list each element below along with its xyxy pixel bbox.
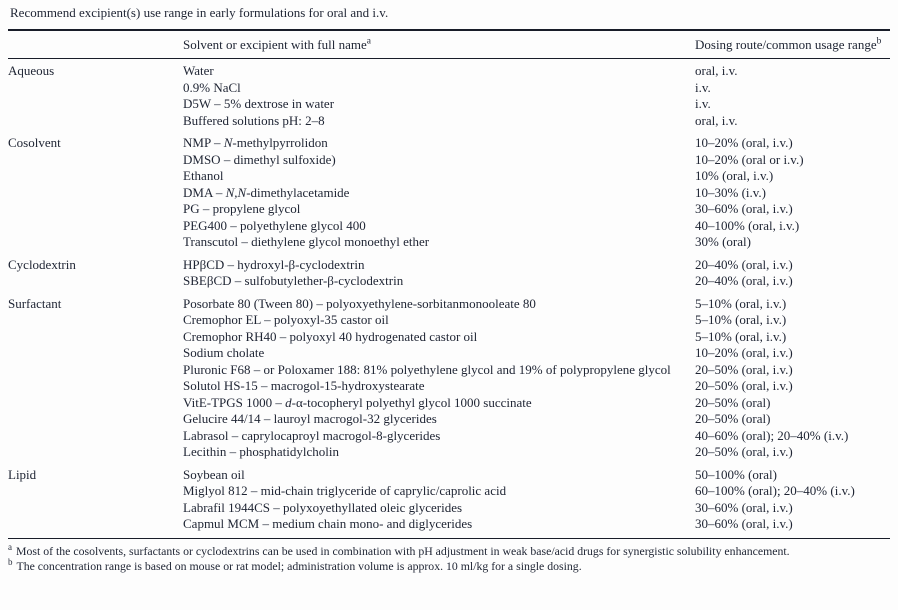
footnote-marker-b: b [8, 557, 13, 568]
excipient-name: NMP – N-methylpyrrolidon [183, 135, 328, 150]
dosing-range: 50–100% (oral) [695, 466, 777, 482]
table-row [183, 152, 890, 169]
dosing-range: 10–20% (oral, i.v.) [695, 135, 793, 150]
excipient-name: Water [183, 63, 214, 78]
excipient-name: Sodium cholate [183, 345, 265, 360]
dosing-range: 60–100% (oral); 20–40% (i.v.) [695, 483, 855, 498]
table-row [183, 516, 890, 533]
table-body [8, 59, 890, 539]
excipient-name: Soybean oil [183, 466, 245, 482]
excipient-name: Gelucire 44/14 – lauroyl macrogol-32 glycerides [183, 411, 437, 426]
table-row [183, 185, 890, 202]
dosing-range: 5–10% (oral, i.v.) [695, 328, 787, 344]
excipient-name: Solutol HS-15 – macrogol-15-hydroxystearate [183, 378, 425, 393]
dosing-range: 5–10% (oral, i.v.) [695, 295, 787, 311]
table-row [183, 411, 890, 428]
dosing-range: 20–50% (oral) [695, 411, 771, 426]
excipient-name: Labrasol – caprylocaproyl macrogol-8-glycerides [183, 427, 441, 443]
excipient-name: PEG400 – polyethylene glycol 400 [183, 217, 366, 233]
footnote-marker-b-ref: b [876, 36, 882, 47]
excipient-name: Capmul MCM – medium chain mono- and diglycerides [183, 516, 473, 531]
dosing-range: 30–60% (oral, i.v.) [695, 516, 793, 531]
footnote-a [8, 541, 890, 560]
dosing-range: oral, i.v. [695, 63, 738, 78]
dosing-range: oral, i.v. [695, 112, 738, 128]
excipient-name: Miglyol 812 – mid-chain triglyceride of caprylic/caprolic acid [183, 483, 507, 498]
dosing-range: 40–60% (oral); 20–40% (i.v.) [695, 427, 849, 443]
table-row [183, 273, 890, 290]
table-row [183, 63, 890, 80]
table-row [183, 257, 890, 274]
table-row [183, 345, 890, 362]
category-label: Cyclodextrin [8, 256, 76, 272]
table-row [183, 168, 890, 185]
section-cyclodextrin [8, 257, 890, 290]
table-row [183, 312, 890, 329]
dosing-range: 30% (oral) [695, 234, 751, 249]
table-caption: Recommend excipient(s) use range in early formulations for oral and i.v. [10, 5, 389, 20]
excipient-name: 0.9% NaCl [183, 79, 241, 95]
column-header-solvent [183, 37, 695, 52]
dosing-range: 10–30% (i.v.) [695, 184, 767, 200]
table-row [183, 201, 890, 218]
section-surfactant [8, 296, 890, 461]
table-row [183, 135, 890, 152]
excipient-name: PG – propylene glycol [183, 201, 301, 216]
excipient-name: DMA – N,N-dimethylacetamide [183, 184, 350, 200]
footnote-b [8, 559, 890, 575]
dosing-range: 20–50% (oral) [695, 394, 771, 410]
table-row [183, 80, 890, 97]
table-row [183, 467, 890, 484]
dosing-range: 10–20% (oral, i.v.) [695, 345, 793, 360]
table-row [183, 218, 890, 235]
excipient-name: Lecithin – phosphatidylcholin [183, 444, 339, 459]
section-aqueous [8, 63, 890, 129]
footnote-marker-a: a [8, 541, 12, 552]
dosing-range: 20–50% (oral, i.v.) [695, 361, 793, 377]
dosing-range: 30–60% (oral, i.v.) [695, 499, 793, 515]
excipient-name: Buffered solutions pH: 2–8 [183, 112, 325, 128]
table-row [183, 428, 890, 445]
excipient-name: Pluronic F68 – or Poloxamer 188: 81% polyethylene glycol and 19% of polypropylene glycol [183, 361, 671, 377]
category-label: Cosolvent [8, 135, 61, 150]
footnote-a-text: Most of the cosolvents, surfactants or cyclodextrins can be used in combination with pH adjustment in weak base/acid drugs for synergistic solubility enhancement. [16, 543, 790, 558]
dosing-range: i.v. [695, 79, 711, 95]
section-cosolvent [8, 135, 890, 251]
category-label: Aqueous [8, 63, 55, 78]
excipient-name: Labrafil 1944CS – polyxoyethyllated oleic glycerides [183, 499, 463, 515]
column-header-dosing-label: Dosing route/common usage range [695, 37, 877, 52]
excipient-name: SBEβCD – sulfobutylether-β-cyclodextrin [183, 273, 404, 288]
column-header-solvent-label: Solvent or excipient with full name [183, 37, 367, 52]
excipient-name: Transcutol – diethylene glycol monoethyl ether [183, 234, 430, 249]
dosing-range: 20–40% (oral, i.v.) [695, 273, 793, 288]
column-header-dosing [695, 37, 890, 52]
excipient-name: VitE-TPGS 1000 – d-α-tocopheryl polyethyl glycol 1000 succinate [183, 394, 532, 410]
dosing-range: 30–60% (oral, i.v.) [695, 201, 793, 216]
table-row [183, 362, 890, 379]
excipient-name: Ethanol [183, 168, 224, 183]
footnote-marker-a-ref: a [366, 36, 371, 47]
footnotes-block [8, 539, 890, 575]
table-row [183, 113, 890, 130]
excipient-name: HPβCD – hydroxyl-β-cyclodextrin [183, 256, 365, 272]
dosing-range: 5–10% (oral, i.v.) [695, 312, 787, 327]
table-header-row [8, 29, 890, 59]
dosing-range: 20–50% (oral, i.v.) [695, 378, 793, 393]
excipient-name: DMSO – dimethyl sulfoxide) [183, 151, 336, 167]
table-row [183, 500, 890, 517]
excipient-name: Posorbate 80 (Tween 80) – polyoxyethylene-sorbitanmonooleate 80 [183, 295, 536, 311]
table-row [183, 444, 890, 461]
excipient-name: Cremophor EL – polyoxyl-35 castor oil [183, 312, 389, 327]
category-label: Surfactant [8, 295, 62, 311]
dosing-range: 40–100% (oral, i.v.) [695, 217, 800, 233]
table-row [183, 234, 890, 251]
excipient-name: D5W – 5% dextrose in water [183, 96, 335, 111]
dosing-range: 10% (oral, i.v.) [695, 168, 774, 183]
excipient-name: Cremophor RH40 – polyoxyl 40 hydrogenated castor oil [183, 328, 478, 344]
column-header-category [8, 37, 183, 52]
table-row [183, 96, 890, 113]
table-row [183, 296, 890, 313]
table-row [183, 395, 890, 412]
category-label: Lipid [8, 466, 37, 482]
dosing-range: 20–50% (oral, i.v.) [695, 444, 793, 459]
section-lipid [8, 467, 890, 533]
table-row [183, 483, 890, 500]
table-row [183, 378, 890, 395]
table-row [183, 329, 890, 346]
dosing-range: 10–20% (oral or i.v.) [695, 151, 804, 167]
dosing-range: i.v. [695, 96, 711, 111]
footnote-b-text: The concentration range is based on mouse or rat model; administration volume is approx. 10 ml/kg for a single dosing. [16, 559, 582, 573]
dosing-range: 20–40% (oral, i.v.) [695, 256, 793, 272]
